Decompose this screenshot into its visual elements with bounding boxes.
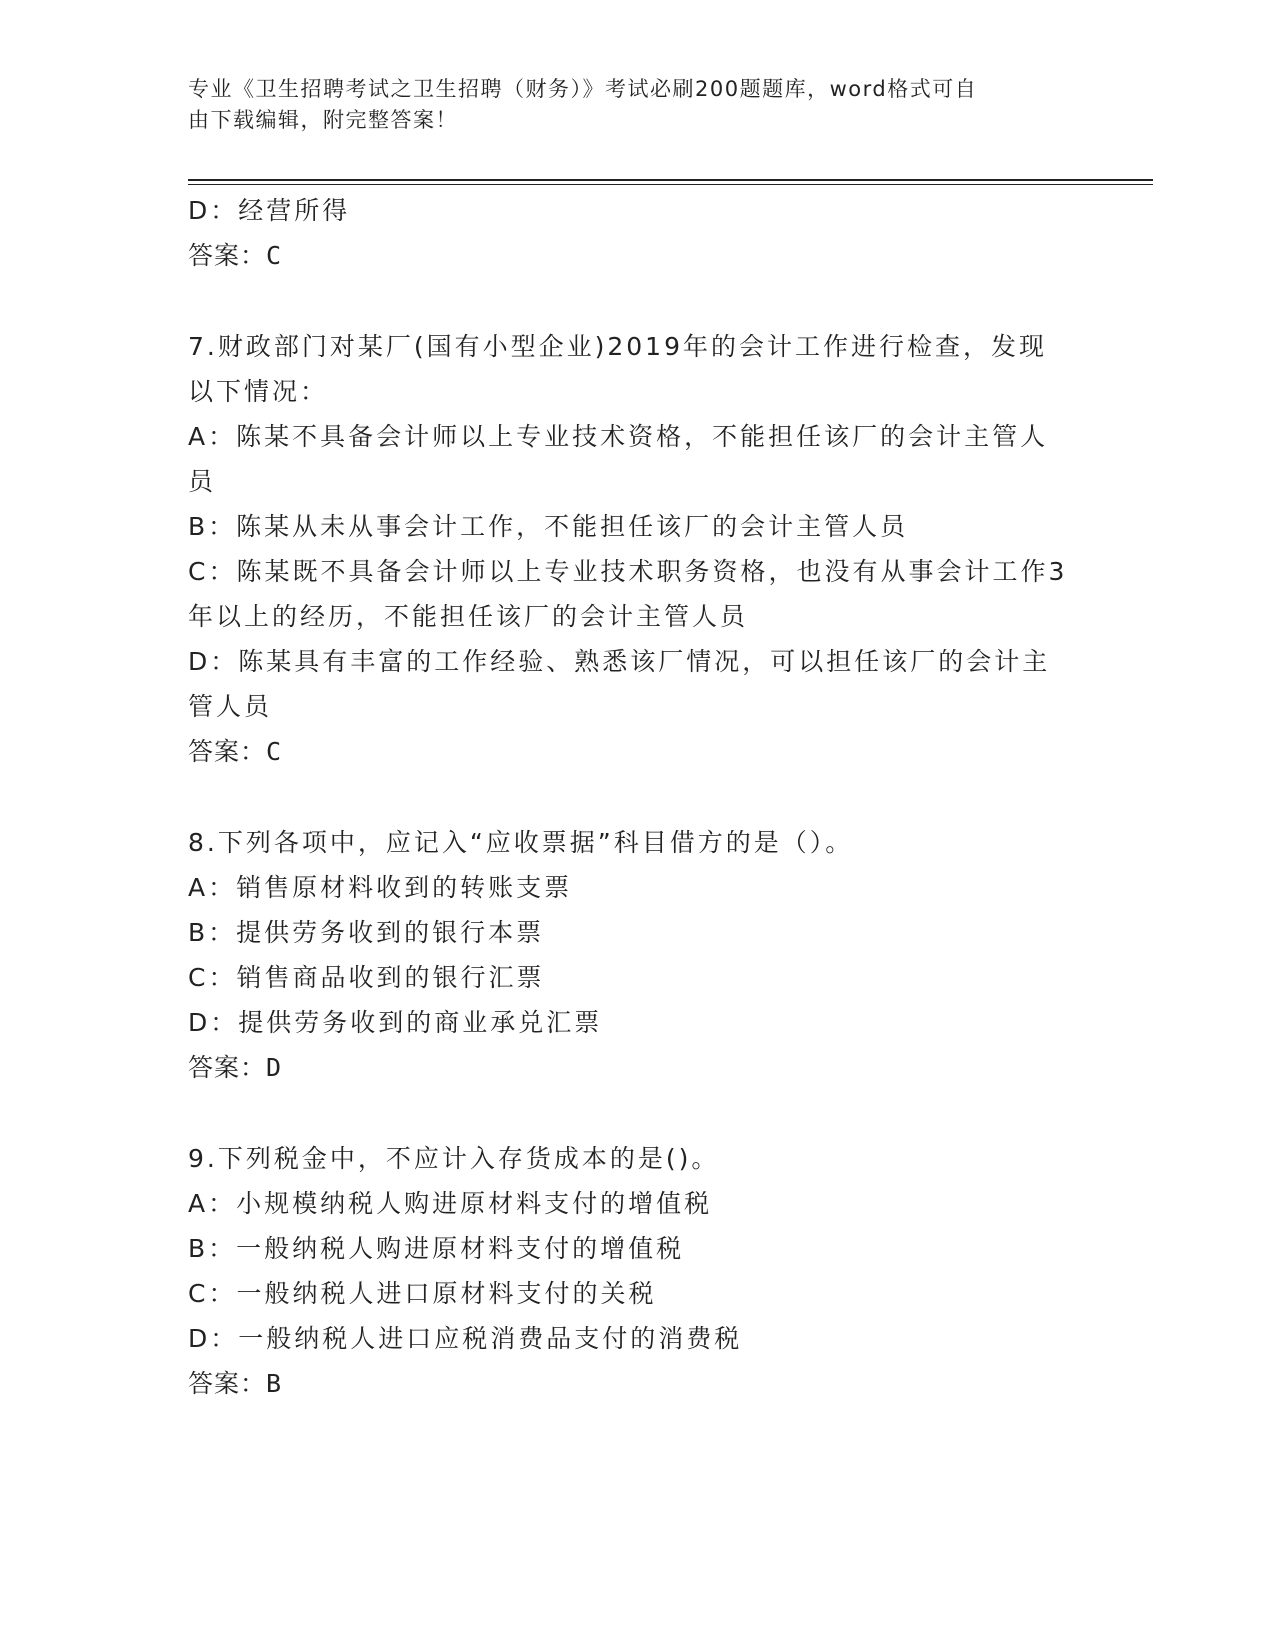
option-a: A：小规模纳税人购进原材料支付的增值税 [188, 1189, 713, 1218]
answer-label: 答案： [188, 1053, 267, 1082]
prev-option-d: D：经营所得 [188, 196, 351, 225]
option-b: B：陈某从未从事会计工作，不能担任该厂的会计主管人员 [188, 512, 909, 541]
question-7 [188, 324, 1068, 774]
prev-answer [188, 233, 1068, 278]
question-answer [188, 1361, 1068, 1406]
option-d: D：陈某具有丰富的工作经验、熟悉该厂情况，可以担任该厂的会计主管人员 [188, 647, 1051, 721]
answer-value: B [266, 1369, 283, 1398]
option-a: A：陈某不具备会计师以上专业技术资格，不能担任该厂的会计主管人员 [188, 422, 1049, 496]
option-d: D：一般纳税人进口应税消费品支付的消费税 [188, 1324, 743, 1353]
option-d: D：提供劳务收到的商业承兑汇票 [188, 1008, 603, 1037]
answer-label: 答案： [188, 1369, 267, 1398]
answer-value: C [266, 737, 283, 766]
question-9 [188, 1136, 1068, 1406]
answer-value: C [266, 241, 283, 270]
option-c: C：销售商品收到的银行汇票 [188, 963, 545, 992]
question-8 [188, 820, 1068, 1090]
option-b: B：一般纳税人购进原材料支付的增值税 [188, 1234, 685, 1263]
option-a: A：销售原材料收到的转账支票 [188, 873, 573, 902]
question-answer [188, 1045, 1068, 1090]
question-answer [188, 729, 1068, 774]
document-header [188, 74, 1068, 136]
header-divider-thick [188, 179, 1153, 181]
header-line-1: 专业《卫生招聘考试之卫生招聘（财务）》考试必刷200题题库，word格式可自 [188, 77, 978, 101]
question-stem: 8.下列各项中，应记入“应收票据”科目借方的是（）。 [188, 828, 854, 857]
option-c: C：一般纳税人进口原材料支付的关税 [188, 1279, 657, 1308]
header-divider-thin [188, 184, 1153, 185]
answer-label: 答案： [188, 241, 267, 270]
header-line-2: 由下载编辑，附完整答案！ [188, 108, 458, 132]
document-body [188, 188, 1068, 1452]
question-stem: 9.下列税金中，不应计入存货成本的是()。 [188, 1144, 720, 1173]
answer-label: 答案： [188, 737, 267, 766]
question-stem: 7.财政部门对某厂(国有小型企业)2019年的会计工作进行检查，发现以下情况： [188, 332, 1047, 406]
option-c: C：陈某既不具备会计师以上专业技术职务资格，也没有从事会计工作3年以上的经历，不能担任该厂的会计主管人员 [188, 557, 1068, 631]
answer-value: D [266, 1053, 283, 1082]
option-b: B：提供劳务收到的银行本票 [188, 918, 545, 947]
